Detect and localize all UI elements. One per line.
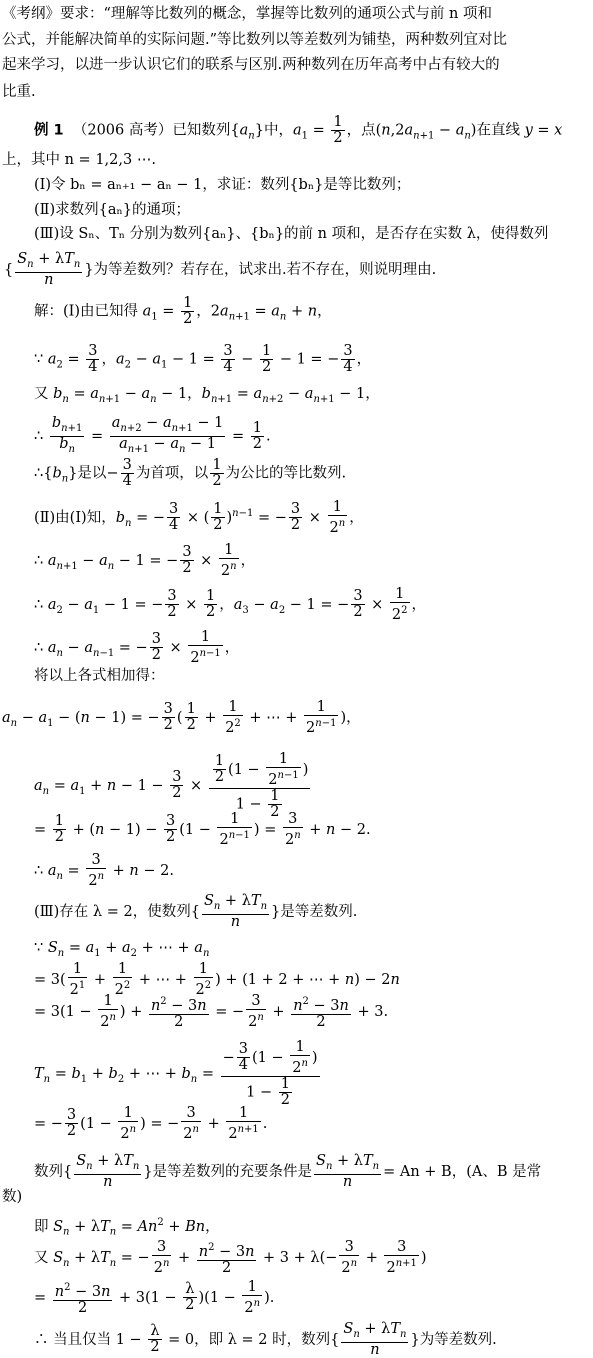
sol-line-20-cont: 数) <box>2 1189 23 1205</box>
example-source: （2006 高考） <box>72 122 173 139</box>
example-stem: 例 1 （2006 高考）已知数列$\{a_n\}$中，$a_1$ = $\frac{1}{2}$ ，点$(n,2a_{n+1} - a_n)$在直线 y = x <box>34 114 563 146</box>
example-label: 例 1 <box>34 122 64 139</box>
intro-line-1: 《考纲》要求：“理解等比数列的概念，掌握等比数列的通项公式与前 n 项和 <box>2 6 492 22</box>
sol-line-11: $a_n = a_1 + n - 1$ − $\frac{3}{2}$ × $\frac{1}{2}$ (1 − $\frac{1}{2^{n-1}}$ ) 1 − $\frac{1}{2}$ <box>34 751 309 820</box>
sol-line-24: ∴ 当且仅当 1 − $\frac{\lambda}{2}$ = 0，即 λ = 2 时，数列{ $S_n + \lambda T_n$ n }为等差数列. <box>34 1321 497 1358</box>
question-3-cont: { $S_n + \lambda T_n$ n }为等差数列？若存在，试求出.若不存在，则说明理由. <box>4 251 437 288</box>
sol-line-4: ∴ $\frac{b_{n+1}}{b_n}$ = $\frac{a_{n+2} - a_{n+1} - 1}{a_{n+1} - a_n - 1}$ = $\frac{1}{2}$ . <box>34 415 271 455</box>
question-1: (Ⅰ)令 bₙ = aₙ₊₁ − aₙ − 1，求证：数列{bₙ}是等比数列； <box>34 177 411 193</box>
intro-line-4: 比重. <box>2 84 36 100</box>
sol-line-3: 又 $b_n = a_{n+1} - a_n - 1$，$b_{n+1} = a_{n+2} - a_{n+1} - 1$， <box>34 386 380 405</box>
sol-line-16: = 3( $\frac{1}{2^1}$ + $\frac{1}{2^2}$ + ⋯ + $\frac{1}{2^2}$ ) + (1 + 2 + ⋯ + n) − 2n <box>34 961 400 998</box>
sol-line-19: = − $\frac{3}{2}$ (1 − $\frac{1}{2^n}$ ) = − $\frac{3}{2^n}$ + $\frac{1}{2^{n+1}}$ . <box>34 1105 268 1142</box>
intro-line-3: 起来学习，以进一步认识它们的联系与区别.两种数列在历年高考中占有较大的 <box>2 57 500 73</box>
sol-line-15: ∵ $S_n = a_1 + a_2$ + ⋯ + $a_n$ <box>34 940 210 959</box>
sol-line-2: ∵ $a_2$ = $\frac{3}{4}$ ，$a_2 - a_1 - 1$ = $\frac{3}{4}$ − $\frac{1}{2}$ − 1 = − $\frac{3}{4}$ ， <box>34 343 372 375</box>
sol-line-10: $a_n - a_1 - (n - 1)$ = − $\frac{3}{2}$ ( $\frac{1}{2}$ + $\frac{1}{2^2}$ + ⋯ + $\frac{1}{2^{n-1}}$ )， <box>2 699 361 736</box>
question-3: (Ⅲ)设 Sₙ、Tₙ 分别为数列{aₙ}、{bₙ}的前 n 项和，是否存在实数 λ，使得数列 <box>34 226 549 242</box>
sol-line-1: 解：(Ⅰ)由已知得 $a_1$ = $\frac{1}{2}$ ，$2a_{n+1} = a_n + n$， <box>34 295 332 327</box>
sol-line-17: = 3(1 − $\frac{1}{2^n}$ ) + $\frac{n^2 - 3n}{2}$ = − $\frac{3}{2^n}$ + $\frac{n^2 - 3n}{2}$ + 3. <box>34 993 389 1030</box>
sol-line-18: $T_n = b_1 + b_2$ + ⋯ + $b_n$ = − $\frac{3}{4}$ (1 − $\frac{1}{2^n}$ ) 1 − $\frac{1}{2}$ <box>34 1039 318 1108</box>
sol-line-6: (Ⅱ)由(Ⅰ)知，$b_n$ = − $\frac{3}{4}$ × ( $\frac{1}{2}$ )$^{n-1}$ = − $\frac{3}{2}$ × $\frac{1}{2^n}$ ， <box>34 499 364 536</box>
sol-line-5: $\therefore\{b_n\}$是以− $\frac{3}{4}$ 为首项，以 $\frac{1}{2}$ 为公比的等比数列. <box>34 457 347 489</box>
sol-line-9: ∴ $a_n - a_{n-1}$ = − $\frac{3}{2}$ × $\frac{1}{2^{n-1}}$ ， <box>34 629 240 666</box>
example-stem-cont: 上，其中 n = 1,2,3 ⋯. <box>2 152 156 168</box>
intro-line-2: 公式，并能解决简单的实际问题.”等比数列以等差数列为铺垫，两种数列宜对比 <box>2 32 508 48</box>
sol-line-14: (Ⅲ)存在 λ = 2，使数列{ $S_n + \lambda T_n$ n }是等差数列. <box>34 893 358 930</box>
sol-line-20: 数列{ $S_n + \lambda T_n$ n }是等差数列的充要条件是 $S_n + \lambda T_n$ n = An + B，(A、B 是常 <box>34 1153 542 1190</box>
sol-line-13: ∴ $a_n$ = $\frac{3}{2^n}$ + n − 2. <box>34 852 174 889</box>
sol-line-8: ∴ $a_2 - a_1 - 1$ = − $\frac{3}{2}$ × $\frac{1}{2}$ ，$a_3 - a_2 - 1$ = − $\frac{3}{2}$ × $\frac{1}{2^2}$ ， <box>34 586 427 623</box>
question-2: (Ⅱ)求数列{aₙ}的通项； <box>34 202 191 218</box>
sol-sum-label: 将以上各式相加得： <box>34 668 165 684</box>
sol-line-23: = $\frac{n^2 - 3n}{2}$ + 3(1 − $\frac{\lambda}{2}$ )(1 − $\frac{1}{2^n}$ ). <box>34 1279 275 1316</box>
sol-line-21: 即 $S_n + \lambda T_n = An^2 + Bn$， <box>34 1217 220 1238</box>
sol-line-7: ∴ $a_{n+1} - a_n - 1$ = − $\frac{3}{2}$ × $\frac{1}{2^n}$ ， <box>34 542 256 579</box>
sol-line-12: = $\frac{1}{2}$ + (n − 1) − $\frac{3}{2}$ (1 − $\frac{1}{2^{n-1}}$ ) = $\frac{3}{2^n}$ + n − 2. <box>34 811 371 848</box>
sol-line-22: 又 $S_n + \lambda T_n$ = − $\frac{3}{2^n}$ + $\frac{n^2 - 3n}{2}$ + 3 + λ(− $\frac{3}{2^n}$ + $\frac{3}{2^{n+1}}$ ) <box>34 1239 427 1276</box>
